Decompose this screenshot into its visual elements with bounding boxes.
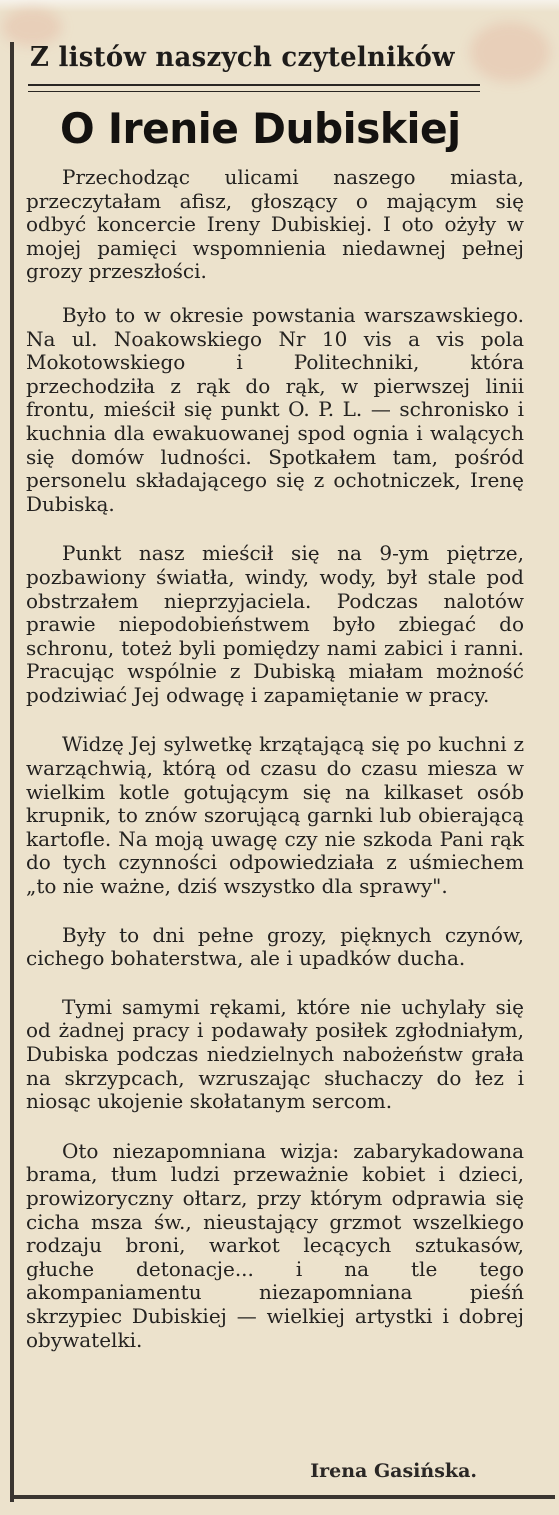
column-rule xyxy=(10,42,14,1502)
scan-edge xyxy=(0,0,559,12)
article-body xyxy=(26,166,524,1352)
article-paragraph: Oto niezapomniana wizja: zabarykadowana brama, tłum ludzi przeważnie kobiet i dzieci, prowizoryczny ołtarz, przy którym odprawia się cicha msza św., nieustający grzmot wszelkiego rodzaju broni, warkot lecących sztukasów, głuche detonacje... i na tle tego akompaniamentu niezapomniana pieśń skrzypiec Dubiskiej — wielkiej artystki i dobrej obywatelki. xyxy=(26,1138,524,1352)
article-paragraph: Tymi samymi rękami, które nie uchylały się od żadnej pracy i podawały posiłek zgłodniałym, Dubiska podczas niedzielnych nabożeństw grała na skrzypcach, wzruszając słuchaczy do łez i niosąc ukojenie skołatanym sercom. xyxy=(26,994,524,1114)
paper-stain xyxy=(470,22,550,82)
article-paragraph: Było to w okresie powstania warszawskiego. Na ul. Noakowskiego Nr 10 vis a vis pola Mokotowskiego i Politechniki, która przechodziła z rąk do rąk, w pierwszej linii frontu, mieścił się punkt O. P. L. — schronisko i kuchnia dla ewakuowanej spod ognia i walących się domów ludności. Spotkałem tam, pośród personelu składającego się z ochotniczek, Irenę Dubiską. xyxy=(26,302,524,516)
article-title: O Irenie Dubiskiej xyxy=(60,104,461,153)
bottom-rule xyxy=(10,1495,555,1499)
article-paragraph: Były to dni pełne grozy, pięknych czynów, cichego bohaterstwa, ale i upadków ducha. xyxy=(26,922,524,971)
article-paragraph: Widzę Jej sylwetkę krzątającą się po kuchni z warząchwią, którą od czasu do czasu miesza w wielkim kotle gotującym się na kilkaset osób krupnik, to znów szorującą garnki lub obierającą kartofle. Na moją uwagę czy nie szkoda Pani rąk do tych czynności odpowiedziała z uśmiechem „to nie ważne, dziś wszystko dla sprawy". xyxy=(26,732,524,899)
article-paragraph: Punkt nasz mieścił się na 9-ym piętrze, pozbawiony światła, windy, wody, był stale pod obstrzałem nieprzyjaciela. Podczas nalotów prawie niepodobieństwem było zbiegać do schronu, toteż byli pomiędzy nami zabici i ranni. Pracując wspólnie z Dubiską miałam możność podziwiać Jej odwagę i zapamiętanie w pracy. xyxy=(26,541,524,707)
paper-stain xyxy=(2,8,62,46)
rubric-underline xyxy=(28,84,480,92)
article-paragraph: Przechodząc ulicami naszego miasta, przeczytałam afisz, głoszący o mającym się odbyć koncercie Ireny Dubiskiej. I oto ożyły w mojej pamięci wspomnienia niedawnej pełnej grozy przeszłości. xyxy=(26,165,524,284)
author-signature: Irena Gasińska. xyxy=(310,1460,477,1482)
section-rubric: Z listów naszych czytelników xyxy=(30,42,455,73)
